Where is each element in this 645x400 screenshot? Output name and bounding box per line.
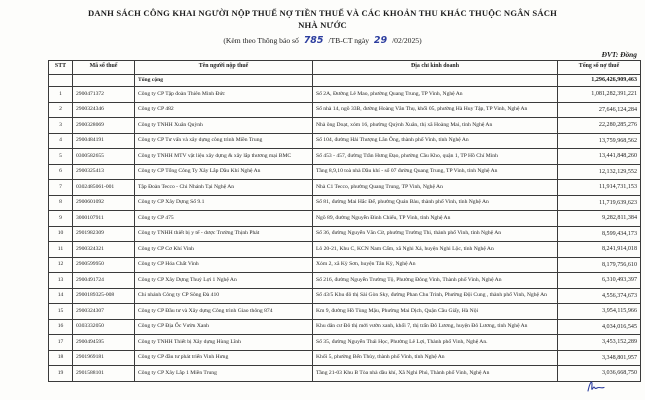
cell-stt: 7 [49,180,73,196]
table-row [49,133,641,149]
cell-amount: 11,914,731,153 [558,180,641,196]
cell-tax-id: 2900324346 [73,102,135,118]
cell-tax-id: 2900324321 [73,242,135,258]
cell-address: Số 453 - 457, đường Trần Hưng Đạo, phường Cầu Kho, quận 1, TP Hồ Chí Minh [313,149,558,165]
cell-tax-id: 2900189325-008 [73,288,135,304]
cell-tax-id: 2901982309 [73,226,135,242]
cell-tax-id: 2900471372 [73,87,135,103]
cell-address: Khu dân cư Đô thị mới vườn xanh, khối 7, thị trấn Đô Lương, huyện Đô Lương, tỉnh Nghệ An [313,319,558,335]
cell-name: Công ty CP 482 [135,102,313,118]
cell-tax-id: 2900484191 [73,133,135,149]
cell-stt: 2 [49,102,73,118]
cell-name: Công ty CP Xây Lắp 1 Miền Trung [135,366,313,382]
cell-amount: 3,954,115,966 [558,304,641,320]
cell-stt: 14 [49,288,73,304]
cell-name: Công ty CP Hóa Chất Vinh [135,257,313,273]
handwritten-notice-day: 29 [373,35,388,47]
cell-amount: 13,759,968,562 [558,133,641,149]
document-header [0,0,645,46]
total-taxid-empty [73,74,135,86]
cell-tax-id: 0300582655 [73,149,135,165]
cell-stt: 11 [49,242,73,258]
cell-amount: 13,441,848,260 [558,149,641,165]
table-row [49,195,641,211]
subtitle-suffix: /02/2025) [392,35,422,45]
table-row [49,118,641,134]
subtitle-prefix: (Kèm theo Thông báo số [223,35,299,45]
cell-amount: 6,310,493,397 [558,273,641,289]
cell-address: Số 216, đường Nguyễn Trường Tộ, Phường Đông Vinh, Thành phố Vinh, Nghệ An [313,273,558,289]
cell-stt: 6 [49,164,73,180]
cell-tax-id: 2900601092 [73,195,135,211]
cell-address: Km 9, đường Hồ Tùng Mậu, Phường Mai Dịch, Quận Cầu Giấy, Hà Nội [313,304,558,320]
cell-amount: 4,556,374,673 [558,288,641,304]
table-row [49,335,641,351]
document-title-line1: DANH SÁCH CÔNG KHAI NGƯỜI NỘP THUẾ NỢ TIỀN THUẾ VÀ CÁC KHOẢN THU KHÁC THUỘC NGÂN SÁCH [87,8,558,18]
cell-name: Công ty CP Tư vấn và xây dựng công trình Miền Trung [135,133,313,149]
cell-name: Công ty CP Địa Ốc Vườn Xanh [135,319,313,335]
cell-amount: 3,348,801,957 [558,350,641,366]
cell-stt: 9 [49,211,73,227]
cell-name: Công ty CP Xây Dựng Thuỷ Lợi 1 Nghệ An [135,273,313,289]
cell-stt: 8 [49,195,73,211]
table-row [49,226,641,242]
header-name: Tên người nộp thuế [135,60,313,74]
cell-tax-id: 2900494595 [73,335,135,351]
cell-tax-id: 2900328069 [73,118,135,134]
header-stt: STT [49,60,73,74]
total-label: Tổng cộng [135,74,313,86]
cell-address: Tầng 8,9,10 toà nhà Dầu khí - số 07 đường Quang Trung, TP Vinh, tỉnh Nghệ An [313,164,558,180]
table-row [49,288,641,304]
document-subtitle [0,35,645,46]
cell-amount: 9,282,811,384 [558,211,641,227]
cell-tax-id: 2900599950 [73,257,135,273]
cell-tax-id: 2901588101 [73,366,135,382]
cell-stt: 17 [49,335,73,351]
table-row [49,319,641,335]
cell-address: Nhà ông Doạt, xóm 16, phường Quỳnh Xuân, thị xã Hoàng Mai, tỉnh Nghệ An [313,118,558,134]
cell-stt: 18 [49,350,73,366]
cell-name: Tập Đoàn Tecco - Chi Nhánh Tại Nghệ An [135,180,313,196]
signature-scribble-icon [585,378,607,394]
cell-name: Công ty CP Tập đoàn Thiên Minh Đức [135,87,313,103]
cell-stt: 13 [49,273,73,289]
cell-name: Công ty CP Đầu tư và Xây dựng Công trình Giao thông 874 [135,304,313,320]
cell-amount: 8,179,756,610 [558,257,641,273]
cell-address: Số 2A, Đường Lê Mao, phường Quang Trung, TP Vinh, Nghệ An [313,87,558,103]
cell-amount: 12,132,129,552 [558,164,641,180]
table-row [49,164,641,180]
cell-tax-id: 2900325413 [73,164,135,180]
cell-tax-id: 2900324307 [73,304,135,320]
total-row [49,74,641,86]
cell-name: Chi nhánh Công ty CP Sông Đà 410 [135,288,313,304]
cell-stt: 10 [49,226,73,242]
cell-address: Tầng 21-03 Khu B Tòa nhà dầu khí, Xã Nghi Phú, Thành phố Vinh, Nghệ An [313,366,558,382]
cell-name: Công ty TNHH MTV vật liệu xây dựng & xây lắp thương mại BMC [135,149,313,165]
total-address-empty [313,74,558,86]
cell-tax-id: 3000107911 [73,211,135,227]
subtitle-middle: /TB-CT ngày [328,35,370,45]
cell-amount: 4,034,016,545 [558,319,641,335]
handwritten-notice-number: 785 [303,35,324,47]
cell-stt: 4 [49,133,73,149]
cell-address: Khối 5, phường Bến Thủy, thành phố Vinh, tỉnh Nghệ An [313,350,558,366]
header-address: Địa chỉ kinh doanh [313,60,558,74]
cell-amount: 3,453,152,289 [558,335,641,351]
cell-tax-id: 0302485061-001 [73,180,135,196]
document-title [0,7,645,32]
cell-stt: 15 [49,304,73,320]
cell-stt: 19 [49,366,73,382]
table-body [49,74,641,381]
table-row [49,87,641,103]
table-header-row [49,60,641,74]
header-amount: Tổng số nợ thuế [558,60,641,74]
cell-address: Số 35, đường Nguyễn Thái Học, Phường Lê Lợi, Thành phố Vinh, Nghệ An. [313,335,558,351]
cell-name: Công ty CP đầu tư phát triển Vinh Hưng [135,350,313,366]
cell-address: Lô 20-21, Khu C, KCN Nam Cấm, xã Nghi Xá, huyện Nghi Lộc, tỉnh Nghệ An [313,242,558,258]
cell-address: Ngõ 89, đường Nguyễn Đình Chiểu, TP Vinh, tỉnh Nghệ An [313,211,558,227]
cell-address: Số 81, đường Mai Hắc Đế, phường Quán Bàu, thành phố Vinh, tỉnh Nghệ An [313,195,558,211]
cell-amount: 1,081,282,391,221 [558,87,641,103]
cell-stt: 3 [49,118,73,134]
total-amount: 1,296,426,909,463 [558,74,641,86]
cell-amount: 27,646,124,284 [558,102,641,118]
cell-address: Nhà C1 Tecco, phường Quang Trung, TP Vinh, Nghệ An [313,180,558,196]
cell-address: Số nhà 14, ngõ 33B, đường Hoàng Văn Thụ, khối 05, phường Hà Huy Tập, TP Vinh, Nghệ An [313,102,558,118]
total-stt-empty [49,74,73,86]
table-row [49,149,641,165]
document-title-line2: NHÀ NƯỚC [298,20,347,31]
table-row [49,257,641,273]
cell-name: Công ty TNHH Thiết bị Xây dựng Hùng Lĩnh [135,335,313,351]
cell-amount: 3,036,668,750 [558,366,641,382]
table-row [49,242,641,258]
cell-amount: 8,599,434,173 [558,226,641,242]
table-row [49,304,641,320]
tax-debt-table [48,60,641,382]
table-row [49,102,641,118]
table-row [49,366,641,382]
cell-amount: 8,241,914,018 [558,242,641,258]
table-row [49,211,641,227]
cell-amount: 22,280,285,276 [558,118,641,134]
cell-name: Công ty TNHH thiết bị y tế - dược Trường Thịnh Phát [135,226,313,242]
cell-stt: 5 [49,149,73,165]
cell-address: Xóm 2, xã Kỳ Sơn, huyện Tân Kỳ, Nghệ An [313,257,558,273]
cell-address: Số 43/5 Khu đô thị Sài Gòn Sky, đường Phan Chu Trinh, Phường Đội Cung , thành phố Vinh, Nghệ An [313,288,558,304]
table-row [49,350,641,366]
cell-name: Công ty CP Cơ Khí Vinh [135,242,313,258]
cell-tax-id: 2901969181 [73,350,135,366]
cell-amount: 11,719,639,623 [558,195,641,211]
cell-stt: 16 [49,319,73,335]
cell-stt: 12 [49,257,73,273]
cell-name: Công ty CP Xây Dựng Số 9.1 [135,195,313,211]
cell-stt: 1 [49,87,73,103]
cell-address: Số 104, đường Hải Thượng Lãn Ông, thành phố Vinh, tỉnh Nghệ An [313,133,558,149]
table-row [49,273,641,289]
cell-tax-id: 2900491724 [73,273,135,289]
cell-name: Công ty TNHH Xuân Quỳnh [135,118,313,134]
cell-address: Số 36, đường Nguyễn Văn Cừ, phường Trường Thi, thành phố Vinh, tỉnh Nghệ An [313,226,558,242]
table-row [49,180,641,196]
unit-label: ĐVT: Đồng [601,49,637,59]
cell-name: Công ty CP 475 [135,211,313,227]
cell-name: Công ty CP Tổng Công Ty Xây Lắp Dầu Khí Nghệ An [135,164,313,180]
header-tax-id: Mã số thuế [73,60,135,74]
cell-tax-id: 0303332050 [73,319,135,335]
